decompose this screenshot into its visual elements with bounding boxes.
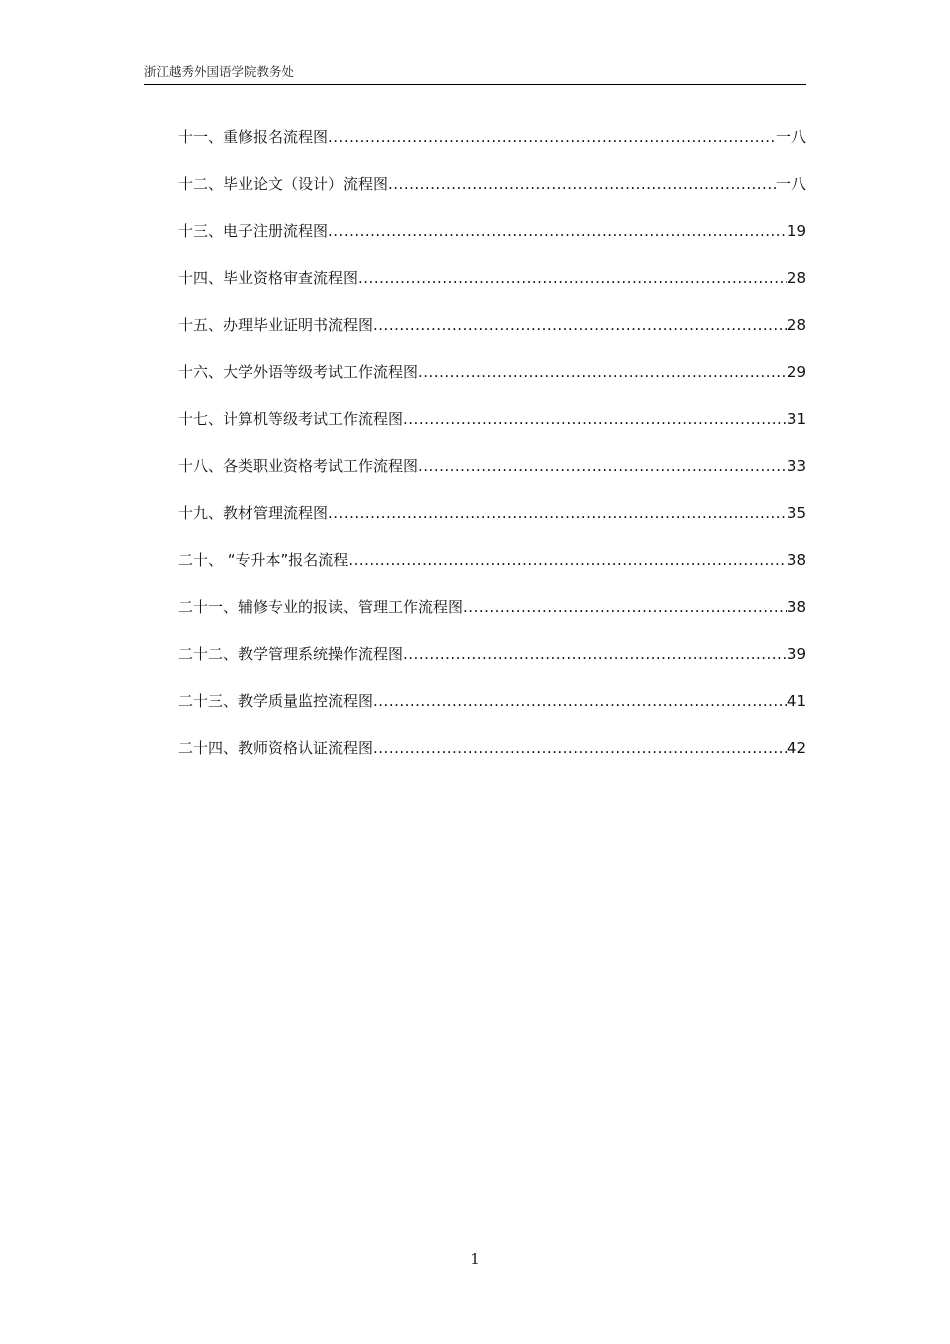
toc-entry-title: 十四、毕业资格审查流程图 xyxy=(178,269,359,287)
toc-entry-page: 29 xyxy=(786,363,806,381)
toc-leader-dots xyxy=(403,641,787,667)
toc-entry-title: 十九、教材管理流程图 xyxy=(178,504,329,522)
toc-leader-dots xyxy=(418,453,787,479)
table-of-contents xyxy=(178,124,806,782)
toc-leader-dots xyxy=(388,171,776,197)
toc-entry[interactable] xyxy=(178,359,806,406)
toc-leader-dots xyxy=(373,688,787,714)
toc-leader-dots xyxy=(418,359,787,385)
toc-entry-title: 十一、重修报名流程图 xyxy=(178,128,329,146)
toc-entry[interactable] xyxy=(178,453,806,500)
toc-entry[interactable] xyxy=(178,641,806,688)
toc-entry-page: 35 xyxy=(786,504,806,522)
toc-entry-title: 十八、各类职业资格考试工作流程图 xyxy=(178,457,419,475)
toc-leader-dots xyxy=(358,265,787,291)
toc-entry-page: 31 xyxy=(786,410,806,428)
toc-entry-title: 二十三、教学质量监控流程图 xyxy=(178,692,374,710)
toc-leader-dots xyxy=(403,406,787,432)
toc-entry[interactable] xyxy=(178,500,806,547)
toc-entry[interactable] xyxy=(178,171,806,218)
page-header xyxy=(144,64,806,85)
toc-entry-title: 十三、电子注册流程图 xyxy=(178,222,329,240)
toc-leader-dots xyxy=(463,594,787,620)
toc-entry[interactable] xyxy=(178,547,806,594)
toc-leader-dots xyxy=(348,547,787,573)
toc-leader-dots xyxy=(373,312,787,338)
toc-entry-title: 十二、毕业论文（设计）流程图 xyxy=(178,175,389,193)
toc-entry-page: 28 xyxy=(786,269,806,287)
toc-entry[interactable] xyxy=(178,124,806,171)
toc-entry-title: 十五、办理毕业证明书流程图 xyxy=(178,316,374,334)
toc-entry-page: 42 xyxy=(786,739,806,757)
toc-entry-page: 39 xyxy=(786,645,806,663)
toc-entry-page: 19 xyxy=(786,222,806,240)
toc-entry[interactable] xyxy=(178,312,806,359)
toc-entry[interactable] xyxy=(178,735,806,782)
toc-entry[interactable] xyxy=(178,594,806,641)
toc-entry-page: 一八 xyxy=(775,128,806,146)
toc-entry[interactable] xyxy=(178,265,806,312)
toc-entry-title: 二十二、教学管理系统操作流程图 xyxy=(178,645,404,663)
toc-entry[interactable] xyxy=(178,218,806,265)
toc-entry-title: 十六、大学外语等级考试工作流程图 xyxy=(178,363,419,381)
toc-entry-page: 33 xyxy=(786,457,806,475)
header-title: 浙江越秀外国语学院教务处 xyxy=(144,64,295,79)
toc-entry-title: 二十、 “专升本”报名流程 xyxy=(178,551,349,569)
toc-entry-page: 41 xyxy=(786,692,806,710)
toc-entry[interactable] xyxy=(178,688,806,735)
toc-leader-dots xyxy=(328,124,776,150)
toc-entry-title: 二十四、教师资格认证流程图 xyxy=(178,739,374,757)
toc-entry[interactable] xyxy=(178,406,806,453)
toc-entry-page: 一八 xyxy=(775,175,806,193)
toc-entry-page: 38 xyxy=(786,598,806,616)
toc-entry-page: 38 xyxy=(786,551,806,569)
page-number: 1 xyxy=(470,1250,480,1268)
toc-leader-dots xyxy=(328,500,787,526)
toc-entry-title: 十七、计算机等级考试工作流程图 xyxy=(178,410,404,428)
toc-leader-dots xyxy=(373,735,787,761)
toc-entry-title: 二十一、辅修专业的报读、管理工作流程图 xyxy=(178,598,464,616)
toc-entry-page: 28 xyxy=(786,316,806,334)
toc-leader-dots xyxy=(328,218,787,244)
